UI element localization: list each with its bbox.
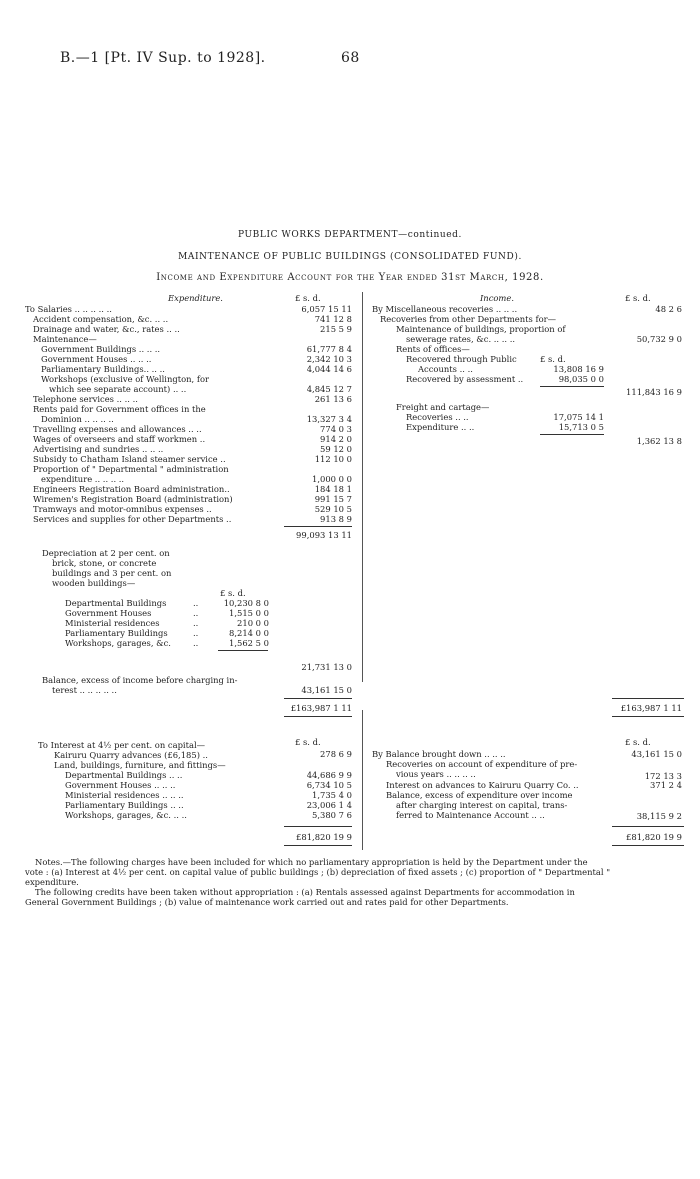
interest-item-label: Ministerial residences .. .. .. [65,790,184,800]
freight-line-2-amount: 15,713 0 5 [558,422,604,432]
expenditure-item-amount: 4,044 14 6 [306,364,352,374]
rent-line-3: Recovered by assessment .. [406,374,524,384]
expenditure-item-row [25,444,360,454]
top-total-double-rule-left [284,716,352,717]
expenditure-item-label: expenditure .. .. .. .. [41,474,125,484]
lsd-heading-bottom-right: £ s. d. [625,737,651,747]
recoveries-amount: 172 13 3 [644,771,682,781]
expenditure-item-row [25,514,360,524]
bottom-total-double-rule-left [284,845,352,846]
depreciation-intro: Depreciation at 2 per cent. on brick, stone, or concrete buildings and 3 per cent. on wooden buildings— [42,548,172,588]
expenditure-item-label: Accident compensation, &c. .. .. [33,314,169,324]
expenditure-item-row [25,404,360,414]
expenditure-item-amount: 991 15 7 [314,494,352,504]
expenditure-item-label: Proportion of " Departmental " administration [33,464,229,474]
balance-excess-2: after charging interest on capital, trans- [396,800,568,810]
balance-excess-amount: 38,115 9 2 [636,811,682,821]
depreciation-item-row [65,598,285,608]
expenditure-item-label: which see separate account) .. .. [49,384,187,394]
interest-item-row [25,780,360,790]
expenditure-item-label: Rents paid for Government offices in the [33,404,206,414]
expenditure-item-amount: 2,342 10 3 [306,354,352,364]
expenditure-item-amount: 59 12 0 [320,444,352,454]
expenditure-heading: Expenditure. [168,293,223,303]
balance-excess-3: ferred to Maintenance Account .. .. [396,810,545,820]
expenditure-item-label: Engineers Registration Board administration.. [33,484,230,494]
bottom-total-rule-right [612,826,684,827]
interest-item-amount: 44,686 9 9 [306,770,352,780]
expenditure-item-row [25,334,360,344]
freight-line-1-amount: 17,075 14 1 [553,412,604,422]
expenditure-item-row [25,384,360,394]
misc-recoveries-amount: 48 2 6 [655,304,682,314]
interest-item-amount: 6,734 10 5 [306,780,352,790]
income-heading: Income. [480,293,514,303]
leader-dots: .. [193,638,199,648]
expenditure-item-label: To Salaries .. .. .. .. .. [25,304,112,314]
note-line: The following credits have been taken without appropriation : (a) Rentals assessed against Departments for accommodation in [35,887,575,897]
expenditure-item-label: Tramways and motor-omnibus expenses .. [33,504,212,514]
department-title: PUBLIC WORKS DEPARTMENT—continued. [237,230,463,240]
recoveries-line-2: vious years .. .. .. .. [396,769,476,779]
interest-item-row [25,790,360,800]
depreciation-item-label: Workshops, garages, &c. [65,638,171,648]
expenditure-item-row [25,394,360,404]
expenditure-item-label: Wiremen's Registration Board (administration) [33,494,233,504]
note-line: expenditure. [25,877,79,887]
note-line: vote : (a) Interest at 4½ per cent. on capital value of public buildings ; (b) depreciation of fixed assets ; (c) proportion of " Departmental " [25,867,611,877]
depreciation-item-amount: 8,214 0 0 [229,628,269,638]
expenditure-item-label: Travelling expenses and allowances .. .. [33,424,202,434]
expenditure-item-label: Wages of overseers and staff workmen .. [33,434,206,444]
expenditure-item-label: Workshops (exclusive of Wellington, for [41,374,209,384]
balance-excess-1: Balance, excess of expenditure over income [386,790,573,800]
leader-dots: .. [193,608,199,618]
top-total-left: £163,987 1 11 [290,703,352,713]
lsd-heading-left: £ s. d. [295,293,321,303]
account-title: Income and Expenditure Account for the Year ended 31st March, 1928. [156,272,544,283]
expenditure-item-amount: 774 0 3 [320,424,352,434]
expenditure-item-amount: 61,777 8 4 [306,344,352,354]
depreciation-items [65,598,285,648]
freight-total: 1,362 13 8 [636,436,682,446]
expenditure-list [25,304,360,524]
balance-line-1: Balance, excess of income before charging in- [42,675,238,685]
top-total-right: £163,987 1 11 [620,703,682,713]
freight-line-2: Expenditure .. .. [406,422,475,432]
freight-rule [540,434,604,435]
depreciation-item-amount: 10,230 8 0 [223,598,269,608]
interest-items [25,770,360,820]
bottom-total-right: £81,820 19 9 [626,832,682,842]
expenditure-item-label: Services and supplies for other Departments .. [33,514,232,524]
expenditure-item-row [25,344,360,354]
interest-item-label: Workshops, garages, &c. .. .. [65,810,187,820]
expenditure-item-row [25,424,360,434]
expenditure-item-row [25,374,360,384]
depreciation-item-amount: 1,562 5 0 [229,638,269,648]
recoveries-line-1: Recoveries on account of expenditure of pre- [386,759,578,769]
rent-line-2-amount: 13,808 16 9 [553,364,604,374]
interest-item-row [25,800,360,810]
top-total-double-rule-right [612,716,684,717]
balance-brought-down: By Balance brought down .. .. .. [372,749,506,759]
expenditure-item-amount: 1,000 0 0 [312,474,352,484]
maintenance-recovery-2: sewerage rates, &c. .. .. .. [406,334,516,344]
page-number: 68 [341,50,360,66]
rents-rule [540,386,604,387]
expenditure-item-label: Parliamentary Buildings.. .. .. [41,364,165,374]
leader-dots: .. [193,618,199,628]
kairuru-line: Kairuru Quarry advances (£6,185) .. [54,750,208,760]
note-line: General Government Buildings ; (b) value of maintenance work carried out and rates paid for other Departments. [25,897,509,907]
interest-item-amount: 23,006 1 4 [306,800,352,810]
depreciation-item-amount: 210 0 0 [237,618,269,628]
balance-brought-down-amount: 43,161 15 0 [631,749,682,759]
depreciation-total: 21,731 13 0 [301,662,352,672]
expenditure-item-amount: 4,845 12 7 [306,384,352,394]
expenditure-item-label: Advertising and sundries .. .. .. [33,444,164,454]
leader-dots: .. [193,628,199,638]
land-heading: Land, buildings, furniture, and fittings— [54,760,226,770]
rent-line-3-amount: 98,035 0 0 [558,374,604,384]
subtotal-rule [284,526,352,527]
expenditure-item-amount: 215 5 9 [320,324,352,334]
expenditure-item-row [25,494,360,504]
top-total-rule-right [612,698,684,699]
depreciation-item-label: Ministerial residences [65,618,160,628]
interest-item-row [25,810,360,820]
expenditure-item-amount: 913 8 9 [320,514,352,524]
interest-item-label: Parliamentary Buildings .. .. [65,800,184,810]
freight-heading: Freight and cartage— [396,402,490,412]
expenditure-item-row [25,314,360,324]
expenditure-item-label: Government Buildings .. .. .. [41,344,161,354]
interest-item-label: Departmental Buildings .. .. [65,770,183,780]
expenditure-item-amount: 261 13 6 [314,394,352,404]
expenditure-item-row [25,304,360,314]
depreciation-lsd-heading: £ s. d. [220,588,246,598]
interest-item-amount: 5,380 7 6 [312,810,352,820]
recoveries-heading: Recoveries from other Departments for— [380,314,556,324]
expenditure-item-amount: 112 10 0 [314,454,352,464]
interest-item-amount: 1,735 4 0 [312,790,352,800]
expenditure-item-row [25,504,360,514]
depreciation-item-row [65,628,285,638]
expenditure-item-row [25,434,360,444]
bottom-total-rule-left [284,826,352,827]
lsd-heading-right: £ s. d. [625,293,651,303]
bottom-total-double-rule-right [612,845,684,846]
depreciation-item-label: Government Houses [65,608,152,618]
expenditure-item-label: Dominion .. .. .. .. [41,414,114,424]
lsd-heading-bottom-left: £ s. d. [295,737,321,747]
depreciation-rule [218,650,268,651]
notes [25,857,685,907]
expenditure-item-label: Telephone services .. .. .. [33,394,138,404]
balance-amount: 43,161 15 0 [301,685,352,695]
depreciation-item-row [65,618,285,628]
account-subtitle: MAINTENANCE OF PUBLIC BUILDINGS (CONSOLIDATED FUND). [178,252,522,262]
expenditure-item-amount: 914 2 0 [320,434,352,444]
expenditure-item-row [25,484,360,494]
depreciation-item-label: Parliamentary Buildings [65,628,168,638]
bottom-total-left: £81,820 19 9 [296,832,352,842]
expenditure-item-label: Government Houses .. .. .. [41,354,152,364]
expenditure-item-row [25,464,360,474]
interest-advances: Interest on advances to Kairuru Quarry Co. .. [386,780,579,790]
expenditure-item-amount: 184 18 1 [314,484,352,494]
expenditure-item-label: Subsidy to Chatham Island steamer service .. [33,454,226,464]
depreciation-item-label: Departmental Buildings [65,598,167,608]
interest-item-row [25,770,360,780]
leader-dots: .. [193,598,199,608]
expenditure-item-row [25,364,360,374]
expenditure-item-amount: 529 10 5 [314,504,352,514]
column-divider-top [362,292,363,682]
expenditure-item-amount: 13,327 3 4 [306,414,352,424]
kairuru-amount: 278 6 9 [320,749,352,759]
expenditure-item-row [25,354,360,364]
freight-line-1: Recoveries .. .. [406,412,469,422]
depreciation-item-row [65,608,285,618]
expenditure-item-row [25,474,360,484]
depreciation-item-amount: 1,515 0 0 [229,608,269,618]
interest-heading: To Interest at 4½ per cent. on capital— [38,740,206,750]
rents-lsd-heading: £ s. d. [540,354,566,364]
expenditure-item-row [25,414,360,424]
note-line: Notes.—The following charges have been included for which no parliamentary appropriation is held by the Department under the [35,857,588,867]
expenditure-item-row [25,324,360,334]
expenditure-item-amount: 741 12 8 [314,314,352,324]
column-divider-bottom [362,710,363,850]
rent-line-2: Accounts .. .. [418,364,473,374]
balance-line-2: terest .. .. .. .. .. [52,685,117,695]
expenditure-item-label: Drainage and water, &c., rates .. .. [33,324,180,334]
interest-item-label: Government Houses .. .. .. [65,780,176,790]
rent-line-1: Recovered through Public [406,354,517,364]
maintenance-recovery-amount: 50,732 9 0 [636,334,682,344]
top-total-rule-left [284,698,352,699]
misc-recoveries: By Miscellaneous recoveries .. .. .. [372,304,518,314]
expenditure-item-label: Maintenance— [33,334,97,344]
document-reference: B.—1 [Pt. IV Sup. to 1928]. [60,50,266,66]
rents-total: 111,843 16 9 [626,387,682,397]
interest-advances-amount: 371 2 4 [650,780,682,790]
expenditure-item-amount: 6,057 15 11 [301,304,352,314]
maintenance-recovery-1: Maintenance of buildings, proportion of [396,324,566,334]
expenditure-subtotal: 99,093 13 11 [296,530,352,540]
expenditure-item-row [25,454,360,464]
depreciation-item-row [65,638,285,648]
rents-heading: Rents of offices— [396,344,470,354]
